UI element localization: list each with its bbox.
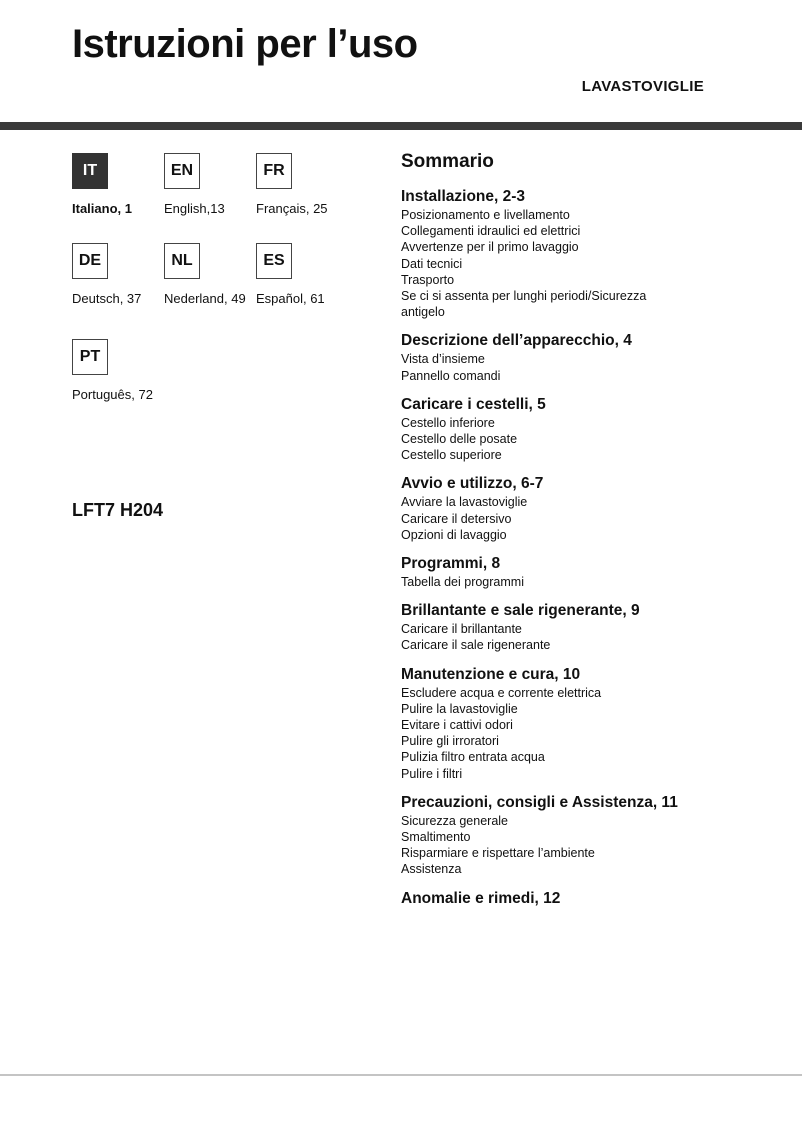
toc-item[interactable]: Evitare i cattivi odori [401, 718, 513, 733]
table-of-contents [401, 151, 781, 920]
toc-section-title[interactable]: Descrizione dell’apparecchio, 4 [401, 332, 632, 350]
language-option-pt[interactable] [72, 339, 162, 402]
language-code-badge[interactable]: ES [256, 243, 292, 279]
language-code-badge[interactable]: NL [164, 243, 200, 279]
toc-item[interactable]: Pulizia filtro entrata acqua [401, 750, 545, 765]
toc-section [401, 601, 781, 653]
toc-item[interactable]: Cestello superiore [401, 448, 502, 463]
toc-item[interactable]: Pulire i filtri [401, 766, 463, 781]
toc-item[interactable]: Escludere acqua e corrente elettrica [401, 685, 602, 700]
toc-section [401, 474, 781, 543]
toc-item[interactable]: Cestello inferiore [401, 415, 495, 430]
header-divider [0, 122, 802, 130]
toc-item[interactable]: Assistenza [401, 862, 462, 877]
toc-item[interactable]: Vista d’insieme [401, 352, 485, 367]
toc-item[interactable]: Cestello delle posate [401, 432, 518, 447]
toc-section [401, 395, 781, 464]
toc-section [401, 889, 781, 909]
toc-item[interactable]: Opzioni di lavaggio [401, 527, 507, 542]
model-number: LFT7 H204 [72, 500, 164, 520]
toc-item[interactable]: Pulire la lavastoviglie [401, 701, 518, 716]
toc-item[interactable]: Caricare il brillantante [401, 622, 522, 637]
toc-sections [401, 187, 781, 909]
toc-section-title[interactable]: Installazione, 2-3 [401, 188, 526, 205]
toc-section-title[interactable]: Caricare i cestelli, 5 [401, 395, 546, 413]
toc-item[interactable]: Avvertenze per il primo lavaggio [401, 240, 579, 255]
language-option-de[interactable] [72, 243, 162, 306]
toc-section [401, 187, 781, 320]
product-type: LAVASTOVIGLIE [581, 78, 704, 95]
toc-section [401, 665, 781, 782]
footer-divider [0, 1074, 802, 1076]
language-label[interactable]: English,13 [164, 201, 225, 216]
toc-section [401, 554, 781, 590]
toc-item[interactable]: Sicurezza generale [401, 813, 509, 828]
language-code-badge[interactable]: DE [72, 243, 108, 279]
toc-section [401, 793, 781, 878]
toc-item[interactable]: Caricare il sale rigenerante [401, 638, 551, 653]
toc-section-title[interactable]: Manutenzione e cura, 10 [401, 665, 581, 683]
language-option-en[interactable] [164, 153, 254, 216]
language-code-badge[interactable]: PT [72, 339, 108, 375]
toc-heading: Sommario [401, 151, 494, 172]
language-option-fr[interactable] [256, 153, 346, 216]
language-label[interactable]: Português, 72 [72, 387, 153, 402]
toc-item[interactable]: Caricare il detersivo [401, 511, 512, 526]
language-label[interactable]: Nederland, 49 [164, 291, 246, 306]
language-label[interactable]: Español, 61 [256, 291, 325, 306]
language-option-it[interactable] [72, 153, 162, 216]
toc-section-title[interactable]: Avvio e utilizzo, 6-7 [401, 475, 544, 493]
toc-item[interactable]: Dati tecnici [401, 256, 463, 271]
toc-section [401, 331, 781, 383]
language-option-es[interactable] [256, 243, 346, 306]
toc-section-title[interactable]: Anomalie e rimedi, 12 [401, 889, 561, 907]
toc-item[interactable]: Collegamenti idraulici ed elettrici [401, 224, 581, 239]
toc-section-title[interactable]: Brillantante e sale rigenerante, 9 [401, 602, 640, 620]
toc-item[interactable]: antigelo [401, 305, 445, 320]
toc-item[interactable]: Posizionamento e livellamento [401, 208, 570, 222]
toc-item[interactable]: Se ci si assenta per lunghi periodi/Sicurezza [401, 289, 647, 304]
language-code-badge[interactable]: EN [164, 153, 200, 189]
toc-section-title[interactable]: Programmi, 8 [401, 555, 501, 573]
toc-item[interactable]: Avviare la lavastoviglie [401, 495, 528, 510]
language-label[interactable]: Deutsch, 37 [72, 291, 142, 306]
toc-item[interactable]: Pannello comandi [401, 368, 501, 383]
toc-item[interactable]: Pulire gli irroratori [401, 734, 499, 749]
language-code-badge[interactable]: FR [256, 153, 292, 189]
toc-item[interactable]: Trasporto [401, 272, 455, 287]
language-label[interactable]: Français, 25 [256, 201, 328, 216]
toc-item[interactable]: Risparmiare e rispettare l’ambiente [401, 846, 595, 861]
toc-item[interactable]: Smaltimento [401, 830, 471, 845]
page-title: Istruzioni per l’uso [72, 22, 418, 66]
toc-section-title[interactable]: Precauzioni, consigli e Assistenza, 11 [401, 793, 678, 811]
language-label[interactable]: Italiano, 1 [72, 201, 132, 216]
language-code-badge[interactable]: IT [72, 153, 108, 189]
toc-item[interactable]: Tabella dei programmi [401, 575, 524, 590]
language-option-nl[interactable] [164, 243, 254, 306]
